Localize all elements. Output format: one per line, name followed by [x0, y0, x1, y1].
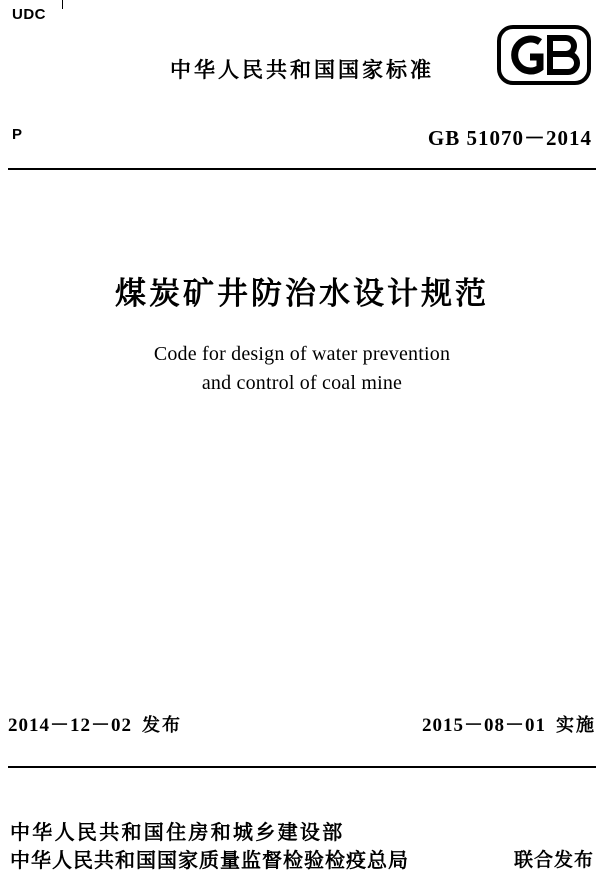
national-standard-heading: 中华人民共和国国家标准 [170, 58, 434, 82]
issue-date: 2014－12－02 [8, 715, 133, 736]
title-english [0, 340, 604, 398]
corner-rule [62, 0, 63, 9]
effective-verb: 实施 [556, 715, 596, 736]
divider-top [8, 168, 596, 170]
gb-logo-icon [496, 24, 592, 86]
effective-date-item [422, 710, 596, 737]
udc-label: UDC [12, 6, 46, 23]
issuer-line-2: 中华人民共和国国家质量监督检验检疫总局 [10, 848, 409, 872]
issuer-line-1: 中华人民共和国住房和城乡建设部 [10, 820, 345, 844]
standard-number: GB 51070－2014 [427, 126, 592, 150]
divider-bottom [8, 766, 596, 768]
title-english-line2: and control of coal mine [201, 372, 403, 394]
title-english-line1: Code for design of water prevention [153, 343, 451, 365]
joint-issue-label: 联合发布 [513, 849, 594, 871]
issue-date-item [8, 710, 182, 737]
issuers-block [0, 818, 604, 874]
dates-row [8, 710, 596, 737]
issuer-names [10, 818, 409, 874]
issue-verb: 发布 [142, 715, 183, 736]
page-title: 煤炭矿井防治水设计规范 [115, 276, 489, 312]
effective-date: 2015－08－01 [421, 715, 546, 736]
classification-mark: P [12, 126, 23, 143]
